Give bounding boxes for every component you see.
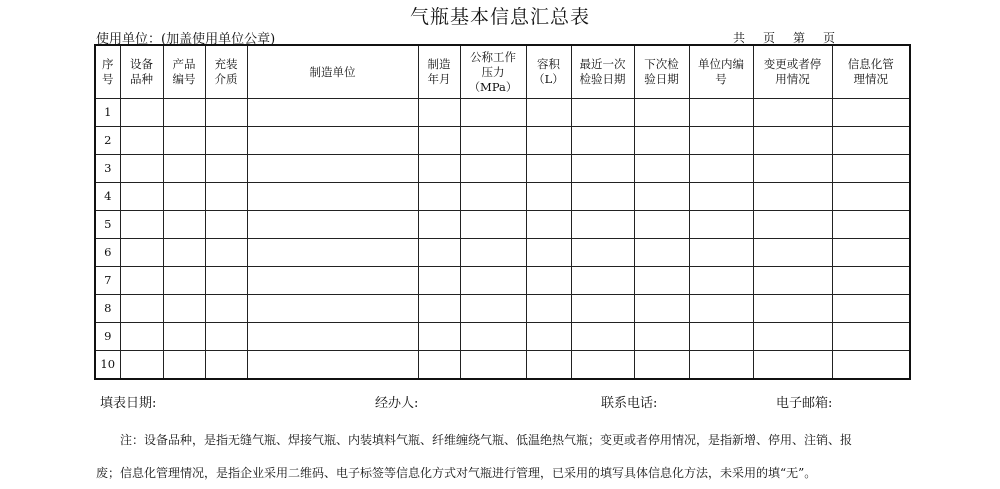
table-cell[interactable]: [832, 351, 910, 380]
note-line-1: 注：设备品种，是指无缝气瓶、焊接气瓶、内装填料气瓶、纤维缠绕气瓶、低温绝热气瓶；变更或者停用情况，是指新增、停用、注销、报: [120, 433, 853, 447]
table-cell[interactable]: [832, 99, 910, 127]
table-cell[interactable]: [418, 155, 460, 183]
column-header-label: 变更或者停 用情况: [763, 57, 822, 86]
column-header-label: 信息化管 理情况: [847, 57, 894, 86]
table-cell[interactable]: [460, 211, 526, 239]
table-cell[interactable]: [689, 211, 753, 239]
row-number: 9: [95, 323, 120, 351]
table-cell[interactable]: [205, 155, 247, 183]
table-cell[interactable]: [689, 267, 753, 295]
column-header: [247, 45, 418, 99]
row-number: 7: [95, 267, 120, 295]
table-cell[interactable]: [163, 295, 205, 323]
column-header: [753, 45, 832, 99]
table-cell[interactable]: [689, 99, 753, 127]
table-cell[interactable]: [753, 239, 832, 267]
table-cell[interactable]: [163, 99, 205, 127]
table-cell[interactable]: [120, 211, 163, 239]
table-cell[interactable]: [163, 351, 205, 380]
table-cell[interactable]: [205, 351, 247, 380]
table-cell[interactable]: [832, 267, 910, 295]
page-total-label: 共: [733, 31, 746, 45]
table-cell[interactable]: [460, 183, 526, 211]
table-cell[interactable]: [205, 127, 247, 155]
table-cell[interactable]: [689, 351, 753, 380]
table-cell[interactable]: [571, 99, 634, 127]
column-header-label: 容积 （L）: [533, 57, 564, 86]
table-cell[interactable]: [571, 127, 634, 155]
column-header-label: 充装 介质: [214, 57, 238, 86]
table-cell[interactable]: [460, 351, 526, 380]
table-cell[interactable]: [247, 239, 418, 267]
table-cell[interactable]: [163, 155, 205, 183]
page-unit-label-2: 页: [823, 31, 836, 45]
table-cell[interactable]: [634, 267, 689, 295]
table-cell[interactable]: [689, 239, 753, 267]
table-cell[interactable]: [571, 155, 634, 183]
table-cell[interactable]: [120, 155, 163, 183]
column-header: [95, 45, 120, 99]
table-cell[interactable]: [526, 211, 571, 239]
table-cell[interactable]: [634, 99, 689, 127]
table-cell[interactable]: [247, 155, 418, 183]
table-cell[interactable]: [418, 183, 460, 211]
table-cell[interactable]: [571, 351, 634, 380]
table-cell[interactable]: [634, 127, 689, 155]
column-header: [460, 45, 526, 99]
column-header-label: 单位内编 号: [698, 57, 744, 86]
table-cell[interactable]: [689, 295, 753, 323]
table-row: [95, 239, 910, 267]
table-row: [95, 183, 910, 211]
table-cell[interactable]: [832, 323, 910, 351]
table-cell[interactable]: [634, 323, 689, 351]
table-cell[interactable]: [120, 295, 163, 323]
table-cell[interactable]: [634, 239, 689, 267]
table-cell[interactable]: [832, 239, 910, 267]
table-cell[interactable]: [689, 323, 753, 351]
table-cell[interactable]: [163, 211, 205, 239]
email-label: 电子邮箱:: [776, 396, 833, 411]
table-cell[interactable]: [832, 155, 910, 183]
row-number: 8: [95, 295, 120, 323]
table-cell[interactable]: [247, 183, 418, 211]
form-title: 气瓶基本信息汇总表: [409, 6, 590, 28]
table-cell[interactable]: [163, 323, 205, 351]
page-unit-label: 页: [763, 31, 776, 45]
table-cell[interactable]: [634, 183, 689, 211]
row-number: 3: [95, 155, 120, 183]
table-cell[interactable]: [753, 155, 832, 183]
column-header-label: 制造单位: [309, 64, 356, 79]
table-cell[interactable]: [247, 267, 418, 295]
table-cell[interactable]: [526, 295, 571, 323]
row-number: 6: [95, 239, 120, 267]
user-unit-label: 使用单位：(加盖使用单位公章): [96, 32, 276, 47]
table-cell[interactable]: [247, 295, 418, 323]
table-cell[interactable]: [526, 267, 571, 295]
table-cell[interactable]: [753, 211, 832, 239]
table-cell[interactable]: [634, 155, 689, 183]
column-header-label: 制造 年月: [427, 57, 451, 86]
table-cell[interactable]: [753, 267, 832, 295]
column-header: [571, 45, 634, 99]
table-cell[interactable]: [460, 127, 526, 155]
table-cell[interactable]: [460, 99, 526, 127]
table-cell[interactable]: [753, 323, 832, 351]
table-cell[interactable]: [120, 351, 163, 380]
table-cell[interactable]: [120, 267, 163, 295]
column-header-label: 最近一次 检验日期: [579, 57, 626, 86]
column-header: [689, 45, 753, 99]
table-cell[interactable]: [418, 99, 460, 127]
column-header: [205, 45, 247, 99]
table-cell[interactable]: [120, 127, 163, 155]
table-cell[interactable]: [247, 323, 418, 351]
column-header-label: 产品 编号: [172, 57, 196, 86]
table-cell[interactable]: [571, 295, 634, 323]
table-cell[interactable]: [753, 183, 832, 211]
table-cell[interactable]: [163, 239, 205, 267]
table-cell[interactable]: [634, 211, 689, 239]
phone-label: 联系电话:: [601, 396, 658, 411]
table-cell[interactable]: [247, 127, 418, 155]
table-cell[interactable]: [247, 351, 418, 380]
table-cell[interactable]: [753, 295, 832, 323]
table-cell[interactable]: [634, 295, 689, 323]
column-header-label: 序 号: [102, 57, 114, 86]
table-row: [95, 295, 910, 323]
column-header: [163, 45, 205, 99]
column-header-label: 设备 品种: [130, 57, 153, 86]
table-cell[interactable]: [120, 239, 163, 267]
table-cell[interactable]: [205, 323, 247, 351]
table-cell[interactable]: [120, 183, 163, 211]
table-row: [95, 323, 910, 351]
table-cell[interactable]: [418, 295, 460, 323]
table-cell[interactable]: [526, 351, 571, 380]
table-cell[interactable]: [163, 183, 205, 211]
table-cell[interactable]: [120, 323, 163, 351]
table-cell[interactable]: [418, 211, 460, 239]
table-cell[interactable]: [247, 99, 418, 127]
table-cell[interactable]: [418, 323, 460, 351]
table-row: [95, 351, 910, 380]
row-number: 1: [95, 99, 120, 127]
table-cell[interactable]: [571, 267, 634, 295]
note-line-2: 废；信息化管理情况，是指企业采用二维码、电子标签等信息化方式对气瓶进行管理，已采用的填写具体信息化方法，未采用的填“无”。: [96, 466, 817, 480]
table-row: [95, 211, 910, 239]
column-header: [832, 45, 910, 99]
table-cell[interactable]: [571, 239, 634, 267]
table-cell[interactable]: [832, 211, 910, 239]
column-header: [526, 45, 571, 99]
table-cell[interactable]: [205, 239, 247, 267]
table-cell[interactable]: [571, 183, 634, 211]
table-cell[interactable]: [571, 211, 634, 239]
table-cell[interactable]: [753, 99, 832, 127]
column-header: [418, 45, 460, 99]
page-current-label: 第: [793, 31, 806, 45]
table-cell[interactable]: [832, 183, 910, 211]
table-cell[interactable]: [526, 127, 571, 155]
table-row: [95, 267, 910, 295]
column-header: [634, 45, 689, 99]
table-cell[interactable]: [460, 295, 526, 323]
table-cell[interactable]: [247, 211, 418, 239]
column-header-label: 下次检 验日期: [644, 57, 679, 86]
table-cell[interactable]: [205, 211, 247, 239]
table-cell[interactable]: [460, 323, 526, 351]
table-cell[interactable]: [205, 183, 247, 211]
table-cell[interactable]: [526, 99, 571, 127]
table-cell[interactable]: [689, 127, 753, 155]
table-cell[interactable]: [205, 267, 247, 295]
table-row: [95, 155, 910, 183]
table-cell[interactable]: [418, 239, 460, 267]
table-cell[interactable]: [526, 323, 571, 351]
table-cell[interactable]: [418, 267, 460, 295]
column-header-label: 公称工作 压力 （MPa）: [468, 49, 518, 94]
fill-date-label: 填表日期:: [100, 396, 157, 411]
table-cell[interactable]: [832, 127, 910, 155]
table-cell[interactable]: [460, 155, 526, 183]
row-number: 2: [95, 127, 120, 155]
table-cell[interactable]: [526, 183, 571, 211]
table-cell[interactable]: [205, 295, 247, 323]
table-cell[interactable]: [163, 127, 205, 155]
table-cell[interactable]: [418, 127, 460, 155]
table-cell[interactable]: [832, 295, 910, 323]
handler-label: 经办人:: [375, 396, 419, 411]
table-cell[interactable]: [205, 99, 247, 127]
table-cell[interactable]: [753, 127, 832, 155]
table-cell[interactable]: [526, 155, 571, 183]
table-cell[interactable]: [460, 267, 526, 295]
table-row: [95, 127, 910, 155]
table-row: [95, 99, 910, 127]
table-cell[interactable]: [753, 351, 832, 380]
table-cell[interactable]: [571, 323, 634, 351]
column-header: [120, 45, 163, 99]
row-number: 10: [95, 351, 120, 380]
table-cell[interactable]: [418, 351, 460, 380]
table-header-row: [95, 45, 910, 99]
table-cell[interactable]: [120, 99, 163, 127]
table-cell[interactable]: [689, 183, 753, 211]
row-number: 4: [95, 183, 120, 211]
table-cell[interactable]: [526, 239, 571, 267]
table-cell[interactable]: [460, 239, 526, 267]
row-number: 5: [95, 211, 120, 239]
cylinder-info-table: [94, 44, 911, 380]
table-cell[interactable]: [163, 267, 205, 295]
table-cell[interactable]: [689, 155, 753, 183]
table-cell[interactable]: [634, 351, 689, 380]
